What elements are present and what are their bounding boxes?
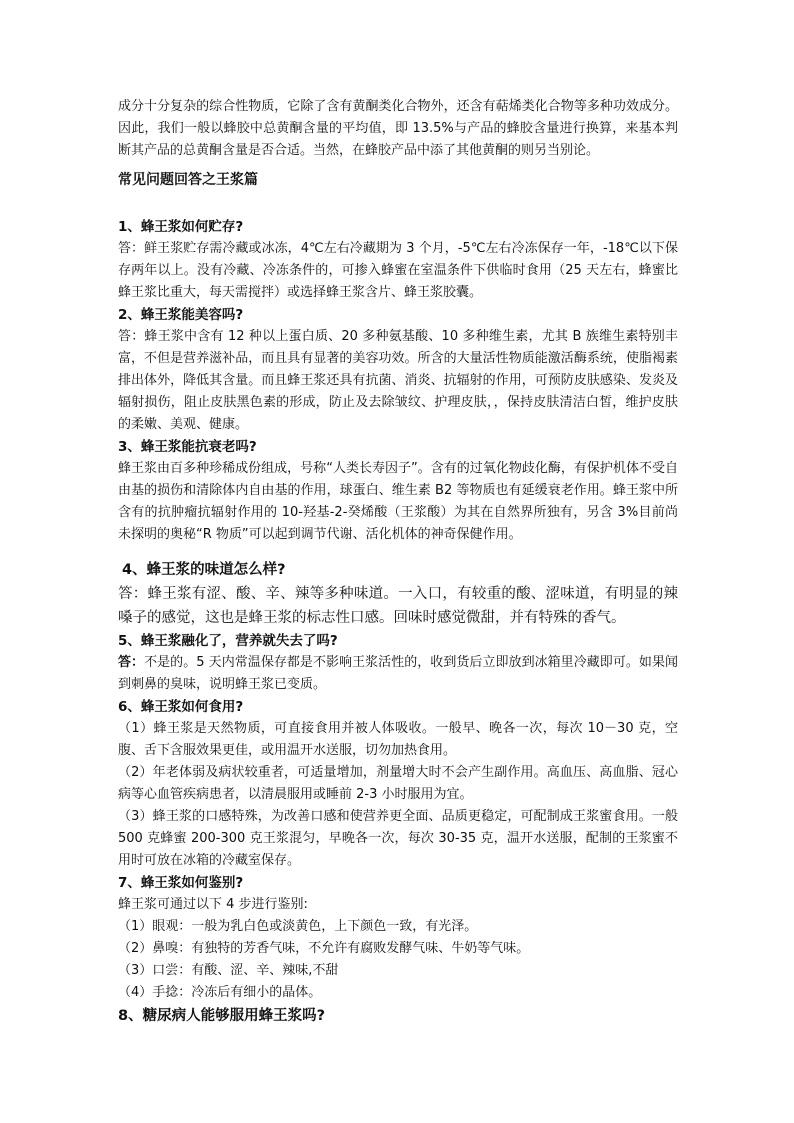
answer-7-intro: 蜂王浆可通过以下 4 步进行鉴别: — [118, 897, 308, 912]
question-8-title: 8、糖尿病人能够服用蜂王浆吗? — [118, 1008, 325, 1024]
answer-4: 答：蜂王浆有涩、酸、辛、辣等多种味道。一入口，有较重的酸、涩味道，有明显的辣嗓子的感觉，这也是蜂王浆的标志性口感。回味时感觉微甜，并有特殊的香气。 — [118, 586, 678, 626]
answer-7-item-1: （1）眼观：一般为乳白色或淡黄色，上下颜色一致，有光泽。 — [118, 919, 478, 934]
answer-6-item-2: （2）年老体弱及病状较重者，可适量增加，剂量增大时不会产生副作用。高血压、高血脂、冠心病等心血管疾病患者，以清晨服用或睡前 2-3 小时服用为宜。 — [118, 765, 678, 802]
question-6-title: 6、蜂王浆如何食用? — [118, 699, 244, 715]
intro-paragraph: 成分十分复杂的综合性物质，它除了含有黄酮类化合物外，还含有萜烯类化合物等多种功效成分。因此，我们一般以蜂胶中总黄酮含量的平均值，即 13.5%与产品的蜂胶含量进行换算，来基本判断其产品的总黄酮含量是否合适。当然，在蜂胶产品中添了其他黄酮的则另当别论。 — [118, 99, 678, 158]
question-4-title: 4、蜂王浆的味道怎么样? — [122, 562, 286, 578]
question-7-title: 7、蜂王浆如何鉴别? — [118, 875, 244, 891]
answer-2: 答：蜂王浆中含有 12 种以上蛋白质、20 多种氨基酸、10 多种维生素，尤其 B 族维生素特别丰富，不但是营养滋补品，而且具有显著的美容功效。所含的大量活性物质能激活酶系统，使脂褐素排出体外，降低其含量。而且蜂王浆还具有抗菌、消炎、抗辐射的作用，可预防皮肤感染、发炎及辐射损伤，阻止皮肤黑色素的形成，防止及去除皱纹、护理皮肤，，保持皮肤清洁白皙，维护皮肤的柔嫩、美观、健康。 — [118, 329, 678, 432]
question-5-title: 5、蜂王浆融化了，营养就失去了吗? — [118, 633, 338, 649]
answer-7-item-2: （2）鼻嗅：有独特的芳香气味，不允许有腐败发酵气味、牛奶等气味。 — [118, 941, 530, 956]
answer-6-item-3: （3）蜂王浆的口感特殊，为改善口感和使营养更全面、品质更稳定，可配制成王浆蜜食用。一般 500 克蜂蜜 200-300 克王浆混匀，早晚各一次，每次 30-35 克，温开水送服，配制的王浆蜜不用时可放在冰箱的冷藏室保存。 — [118, 809, 678, 868]
answer-5-text: 不是的。5 天内常温保存都是不影响王浆活性的，收到货后立即放到冰箱里冷藏即可。如果闻到刺鼻的臭味，说明蜂王浆已变质。 — [118, 655, 678, 692]
answer-7-item-3: （3）口尝：有酸、涩、辛、辣味,不甜 — [118, 963, 339, 978]
answer-5-prefix: 答： — [118, 655, 145, 670]
answer-6-item-1: （1）蜂王浆是天然物质，可直接食用并被人体吸收。一般早、晚各一次，每次 10－30 克，空腹、舌下含服效果更佳，或用温开水送服，切勿加热食用。 — [118, 721, 678, 758]
question-2-title: 2、蜂王浆能美容吗? — [118, 307, 244, 323]
answer-3: 蜂王浆由百多种珍稀成份组成，号称“人类长寿因子”。含有的过氧化物歧化酶，有保护机体不受自由基的损伤和清除体内自由基的作用，球蛋白、维生素 B2 等物质也有延缓衰老作用。蜂王浆中所含有的抗肿瘤抗辐射作用的 10-羟基-2-癸烯酸（王浆酸）为其在自然界所独有，另含 3%目前尚未探明的奥秘“R 物质”可以起到调节代谢、活化机体的神奇保健作用。 — [118, 461, 678, 542]
section-title: 常见问题回答之王浆篇 — [118, 172, 258, 188]
document-page — [118, 96, 678, 1028]
question-3-title: 3、蜂王浆能抗衰老吗? — [118, 439, 257, 455]
answer-1: 答：鲜王浆贮存需冷藏或冰冻，4℃左右冷藏期为 3 个月，-5℃左右冷冻保存一年，-18℃以下保存两年以上。没有冷藏、冷冻条件的，可掺入蜂蜜在室温条件下供临时食用（25 天左右，蜂蜜比蜂王浆比重大，每天需搅拌）或选择蜂王浆含片、蜂王浆胶囊。 — [118, 241, 678, 300]
answer-5 — [118, 652, 678, 696]
answer-7-item-4: （4）手捻：冷冻后有细小的晶体。 — [118, 985, 322, 1000]
question-1-title: 1、蜂王浆如何贮存? — [118, 219, 244, 235]
